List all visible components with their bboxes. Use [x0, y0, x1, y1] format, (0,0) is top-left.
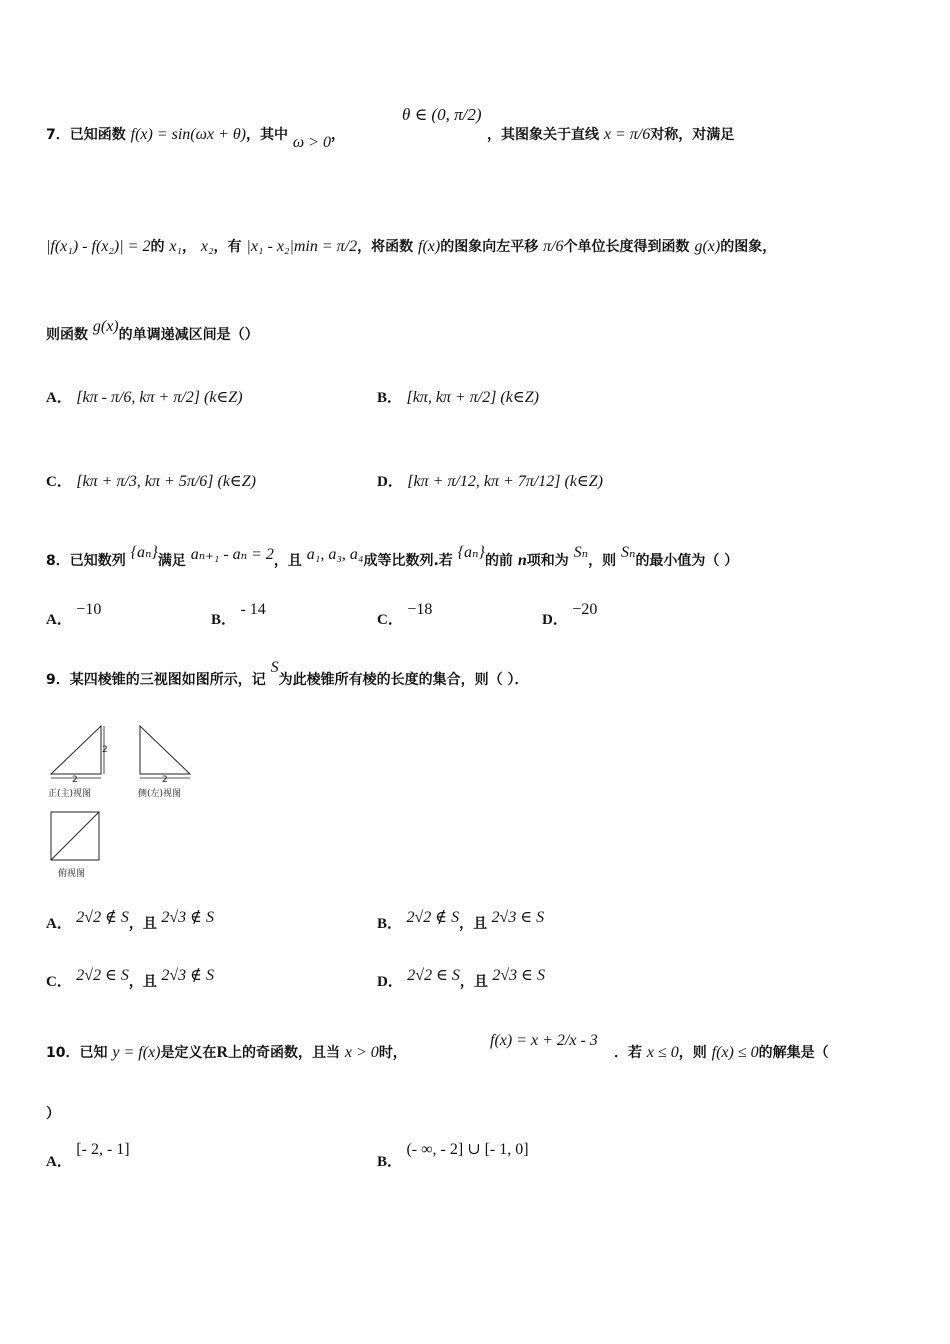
- q8-option-a[interactable]: [46, 600, 102, 628]
- q7-option-b[interactable]: [377, 388, 539, 408]
- q7-number: 7．: [46, 127, 70, 143]
- option-text: [kπ, kπ + π/2] (k∈Z): [406, 389, 539, 406]
- q10-text: 上的奇函数，且当: [228, 1045, 341, 1061]
- q7-text: ，有: [213, 239, 242, 255]
- option-label: D．: [377, 974, 403, 990]
- q9-option-b[interactable]: [377, 908, 545, 932]
- q7-text: ，: [182, 239, 196, 255]
- q8-text: 已知数列: [69, 553, 126, 569]
- q8-text: ，则: [588, 553, 617, 569]
- q10-option-b[interactable]: [377, 1140, 529, 1170]
- option-label: A．: [46, 916, 72, 932]
- option-text: - 14: [240, 601, 266, 618]
- option-text: −18: [407, 601, 433, 618]
- q10-inequality: f(x) ≤ 0: [711, 1044, 759, 1061]
- q7-min-distance: |x₁ - x₂|min = π/2: [246, 238, 358, 255]
- q10-line1b: [614, 1043, 829, 1063]
- q7-text: ，其中: [246, 127, 289, 143]
- q7-x2: x₂: [200, 238, 214, 255]
- q10-real-set: R: [216, 1044, 229, 1061]
- option-text: −20: [572, 601, 598, 618]
- top-view: [51, 812, 99, 879]
- q8-text: 的最小值为（ ）: [635, 553, 739, 569]
- q7-option-a[interactable]: [46, 388, 243, 408]
- side-view-label: 侧(左)视图: [138, 789, 182, 799]
- option-label: B．: [377, 1154, 403, 1170]
- q7-condition: |f(x₁) - f(x₂)| = 2: [46, 238, 151, 255]
- q10-number: 10．: [46, 1045, 80, 1061]
- q7-axis-line: x = π/6: [603, 126, 651, 143]
- q9-number: 9．: [46, 672, 70, 688]
- front-width-dim: 2: [72, 775, 78, 785]
- q7-text: 已知函数: [69, 127, 126, 143]
- three-view-figure: [46, 720, 206, 885]
- side-view: [138, 726, 190, 799]
- q8-sequence-2: {aₙ}: [457, 544, 485, 561]
- option-and: ，且: [459, 916, 488, 932]
- option-expr-2: 2√3 ∈ S: [492, 967, 545, 984]
- q8-sum: Sₙ: [573, 544, 589, 561]
- option-label: A．: [46, 1154, 72, 1170]
- option-text: −10: [76, 601, 102, 618]
- q8-terms: a₁, a₃, a₄: [306, 546, 364, 563]
- q10-fdef: f(x) = x + 2/x - 3: [490, 1032, 598, 1049]
- q9-option-d[interactable]: [377, 966, 545, 990]
- q10-option-a[interactable]: [46, 1140, 130, 1170]
- q7-function: f(x) = sin(ωx + θ): [130, 126, 247, 143]
- q7-line1: [46, 125, 345, 151]
- option-and: ，且: [459, 974, 488, 990]
- side-width-dim: 2: [162, 775, 168, 785]
- option-text: [kπ + π/12, kπ + 7π/12] (k∈Z): [407, 473, 603, 490]
- option-expr-2: 2√3 ∈ S: [491, 909, 545, 926]
- option-label: B．: [377, 390, 403, 406]
- q8-text: ，且: [273, 553, 302, 569]
- option-and: ，且: [128, 916, 157, 932]
- q7-gx: g(x): [694, 238, 721, 255]
- option-expr-1: 2√2 ∉ S: [76, 909, 129, 926]
- q7-x1: x₁: [169, 238, 182, 255]
- q10-line2: [46, 1104, 60, 1124]
- q9-text: 为此棱锥所有棱的长度的集合，则（ ）．: [278, 672, 529, 688]
- option-label: C．: [377, 612, 403, 628]
- option-expr-2: 2√3 ∉ S: [161, 967, 214, 984]
- q7-text: 的图象，: [720, 239, 777, 255]
- q9-option-c[interactable]: [46, 966, 214, 990]
- option-label: B．: [377, 916, 403, 932]
- option-label: A．: [46, 390, 72, 406]
- q10-text: ）: [46, 1106, 60, 1122]
- q7-text: 的: [150, 239, 165, 255]
- option-text: [kπ + π/3, kπ + 5π/6] (k∈Z): [76, 473, 256, 490]
- q7-text: ，其图象关于直线: [487, 127, 599, 143]
- q7-text: ，将函数: [357, 239, 414, 255]
- q8-option-b[interactable]: [211, 600, 266, 628]
- q7-omega: ω > 0: [292, 134, 331, 151]
- q7-text: 的图象向左平移: [440, 239, 539, 255]
- q10-line1: [46, 1043, 407, 1063]
- q7-text: 的单调递减区间是（）: [118, 327, 259, 343]
- q7-text: 对称，对满足: [650, 127, 735, 143]
- q10-yfx: y = f(x): [112, 1044, 161, 1061]
- q7-fx: f(x): [418, 238, 441, 255]
- q9-set-s: S: [270, 659, 279, 676]
- q10-x-nonpositive: x ≤ 0: [646, 1044, 679, 1061]
- q7-line2: [46, 237, 776, 257]
- option-label: C．: [46, 974, 72, 990]
- q9-text: 某四棱锥的三视图如图所示，记: [69, 672, 266, 688]
- q7-text: 则函数: [46, 327, 88, 343]
- front-view-label: 正(主)视图: [48, 789, 92, 799]
- option-text: [kπ - π/6, kπ + π/2] (k∈Z): [76, 389, 243, 406]
- front-height-dim: 2: [102, 745, 108, 755]
- option-expr-1: 2√2 ∈ S: [76, 967, 129, 984]
- q8-number: 8．: [46, 553, 70, 569]
- q8-text: 成等比数列.若: [363, 553, 453, 569]
- q7-theta: θ ∈ (0, π/2): [402, 105, 482, 124]
- q8-text: 项和为: [526, 553, 569, 569]
- q7-line1b: [487, 125, 734, 145]
- q10-fdef-block: [490, 1031, 598, 1051]
- q7-line3: [46, 318, 259, 345]
- option-expr-2: 2√3 ∉ S: [161, 909, 214, 926]
- q7-text: 个单位长度得到函数: [563, 239, 690, 255]
- q8-text: 的前: [484, 553, 513, 569]
- q8-line1: [46, 544, 739, 571]
- q10-text: 时，: [378, 1045, 407, 1061]
- q8-text: 满足: [157, 553, 186, 569]
- q7-theta-expr: [402, 105, 482, 126]
- q7-shift: π/6: [543, 238, 564, 255]
- front-view: [48, 726, 108, 799]
- q7-gx-2: g(x): [92, 318, 119, 335]
- q7-text: ，: [330, 127, 345, 143]
- option-label: C．: [46, 474, 72, 490]
- q10-text: ．若: [614, 1045, 642, 1061]
- q7-option-d[interactable]: [377, 472, 603, 492]
- q10-text: 的解集是（: [758, 1045, 829, 1061]
- q7-option-c[interactable]: [46, 472, 256, 492]
- q9-option-a[interactable]: [46, 908, 214, 932]
- option-label: D．: [542, 612, 568, 628]
- q8-option-d[interactable]: [542, 600, 598, 628]
- q8-option-c[interactable]: [377, 600, 433, 628]
- option-text: [- 2, - 1]: [76, 1141, 130, 1158]
- option-expr-1: 2√2 ∈ S: [407, 967, 460, 984]
- q10-text: 已知: [79, 1045, 108, 1061]
- option-text: (- ∞, - 2] ∪ [- 1, 0]: [406, 1141, 529, 1158]
- q10-x-positive: x > 0: [344, 1044, 379, 1061]
- q8-recurrence: aₙ₊₁ - aₙ = 2: [190, 546, 274, 563]
- option-label: D．: [377, 474, 403, 490]
- q10-text: ，则: [678, 1045, 707, 1061]
- option-and: ，且: [128, 974, 157, 990]
- q10-text: 是定义在: [160, 1045, 217, 1061]
- q8-sequence: {aₙ}: [130, 544, 158, 561]
- top-view-label: 俯视图: [58, 869, 86, 879]
- option-label: A．: [46, 612, 72, 628]
- q8-sum-2: Sₙ: [620, 544, 636, 561]
- q8-n: n: [517, 552, 527, 569]
- q9-line1: [46, 659, 529, 690]
- option-expr-1: 2√2 ∉ S: [406, 909, 460, 926]
- option-label: B．: [211, 612, 237, 628]
